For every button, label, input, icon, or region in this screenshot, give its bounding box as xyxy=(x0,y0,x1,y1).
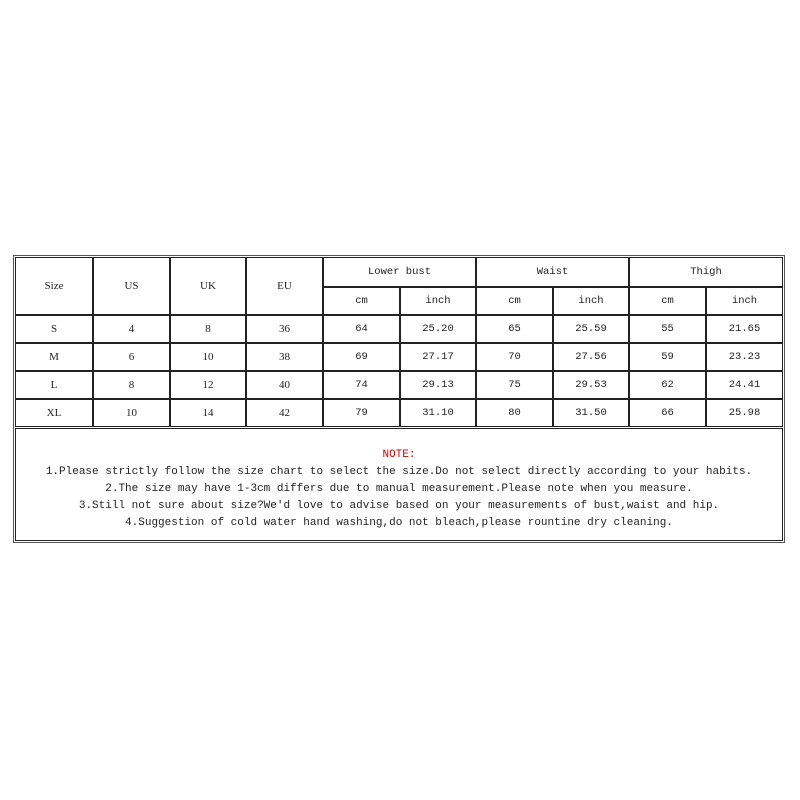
table-cell-us: 6 xyxy=(93,343,170,371)
table-cell-eu: 36 xyxy=(246,315,323,343)
table-cell-bust-cm: 74 xyxy=(323,371,400,399)
table-cell-waist-cm: 80 xyxy=(476,399,553,427)
table-cell-us: 4 xyxy=(93,315,170,343)
table-cell-us: 10 xyxy=(93,399,170,427)
table-cell-bust-cm: 64 xyxy=(323,315,400,343)
note-line-2: 2.The size may have 1-3cm differs due to manual measurement.Please note when you measure. xyxy=(105,483,693,495)
table-cell-us: 8 xyxy=(93,371,170,399)
header-waist: Waist xyxy=(476,257,629,287)
table-cell-thigh-in: 21.65 xyxy=(706,315,783,343)
header-bust-inch: inch xyxy=(400,287,476,315)
table-cell-bust-cm: 69 xyxy=(323,343,400,371)
header-bust-cm: cm xyxy=(323,287,400,315)
note-line-1: 1.Please strictly follow the size chart to select the size.Do not select directly according to your habits. xyxy=(45,466,753,478)
table-cell-bust-in: 25.20 xyxy=(400,315,476,343)
table-cell-waist-cm: 65 xyxy=(476,315,553,343)
table-cell-uk: 12 xyxy=(170,371,246,399)
header-thigh: Thigh xyxy=(629,257,783,287)
table-cell-eu: 38 xyxy=(246,343,323,371)
table-cell-uk: 10 xyxy=(170,343,246,371)
table-cell-bust-in: 27.17 xyxy=(400,343,476,371)
note-box xyxy=(15,428,783,541)
table-cell-size: S xyxy=(15,315,93,343)
table-cell-thigh-cm: 55 xyxy=(629,315,706,343)
table-cell-size: M xyxy=(15,343,93,371)
header-eu: EU xyxy=(246,257,323,315)
table-cell-bust-in: 29.13 xyxy=(400,371,476,399)
header-waist-inch: inch xyxy=(553,287,629,315)
table-cell-waist-cm: 75 xyxy=(476,371,553,399)
table-cell-thigh-cm: 59 xyxy=(629,343,706,371)
table-cell-eu: 40 xyxy=(246,371,323,399)
table-cell-thigh-cm: 62 xyxy=(629,371,706,399)
table-cell-bust-cm: 79 xyxy=(323,399,400,427)
header-waist-cm: cm xyxy=(476,287,553,315)
header-thigh-inch: inch xyxy=(706,287,783,315)
table-cell-size: L xyxy=(15,371,93,399)
table-cell-waist-in: 29.53 xyxy=(553,371,629,399)
table-cell-waist-in: 25.59 xyxy=(553,315,629,343)
note-line-4: 4.Suggestion of cold water hand washing,do not bleach,please rountine dry cleaning. xyxy=(125,517,673,529)
table-cell-thigh-cm: 66 xyxy=(629,399,706,427)
header-lower-bust: Lower bust xyxy=(323,257,476,287)
table-cell-eu: 42 xyxy=(246,399,323,427)
header-thigh-cm: cm xyxy=(629,287,706,315)
table-cell-waist-cm: 70 xyxy=(476,343,553,371)
header-size: Size xyxy=(15,257,93,315)
table-cell-size: XL xyxy=(15,399,93,427)
table-cell-bust-in: 31.10 xyxy=(400,399,476,427)
table-cell-thigh-in: 24.41 xyxy=(706,371,783,399)
header-uk: UK xyxy=(170,257,246,315)
note-title: NOTE: xyxy=(382,449,416,461)
table-cell-uk: 14 xyxy=(170,399,246,427)
table-cell-waist-in: 31.50 xyxy=(553,399,629,427)
header-us: US xyxy=(93,257,170,315)
note-line-3: 3.Still not sure about size?We'd love to advise based on your measurements of bust,waist and hip. xyxy=(78,500,720,512)
table-cell-thigh-in: 23.23 xyxy=(706,343,783,371)
table-cell-uk: 8 xyxy=(170,315,246,343)
table-cell-waist-in: 27.56 xyxy=(553,343,629,371)
table-cell-thigh-in: 25.98 xyxy=(706,399,783,427)
